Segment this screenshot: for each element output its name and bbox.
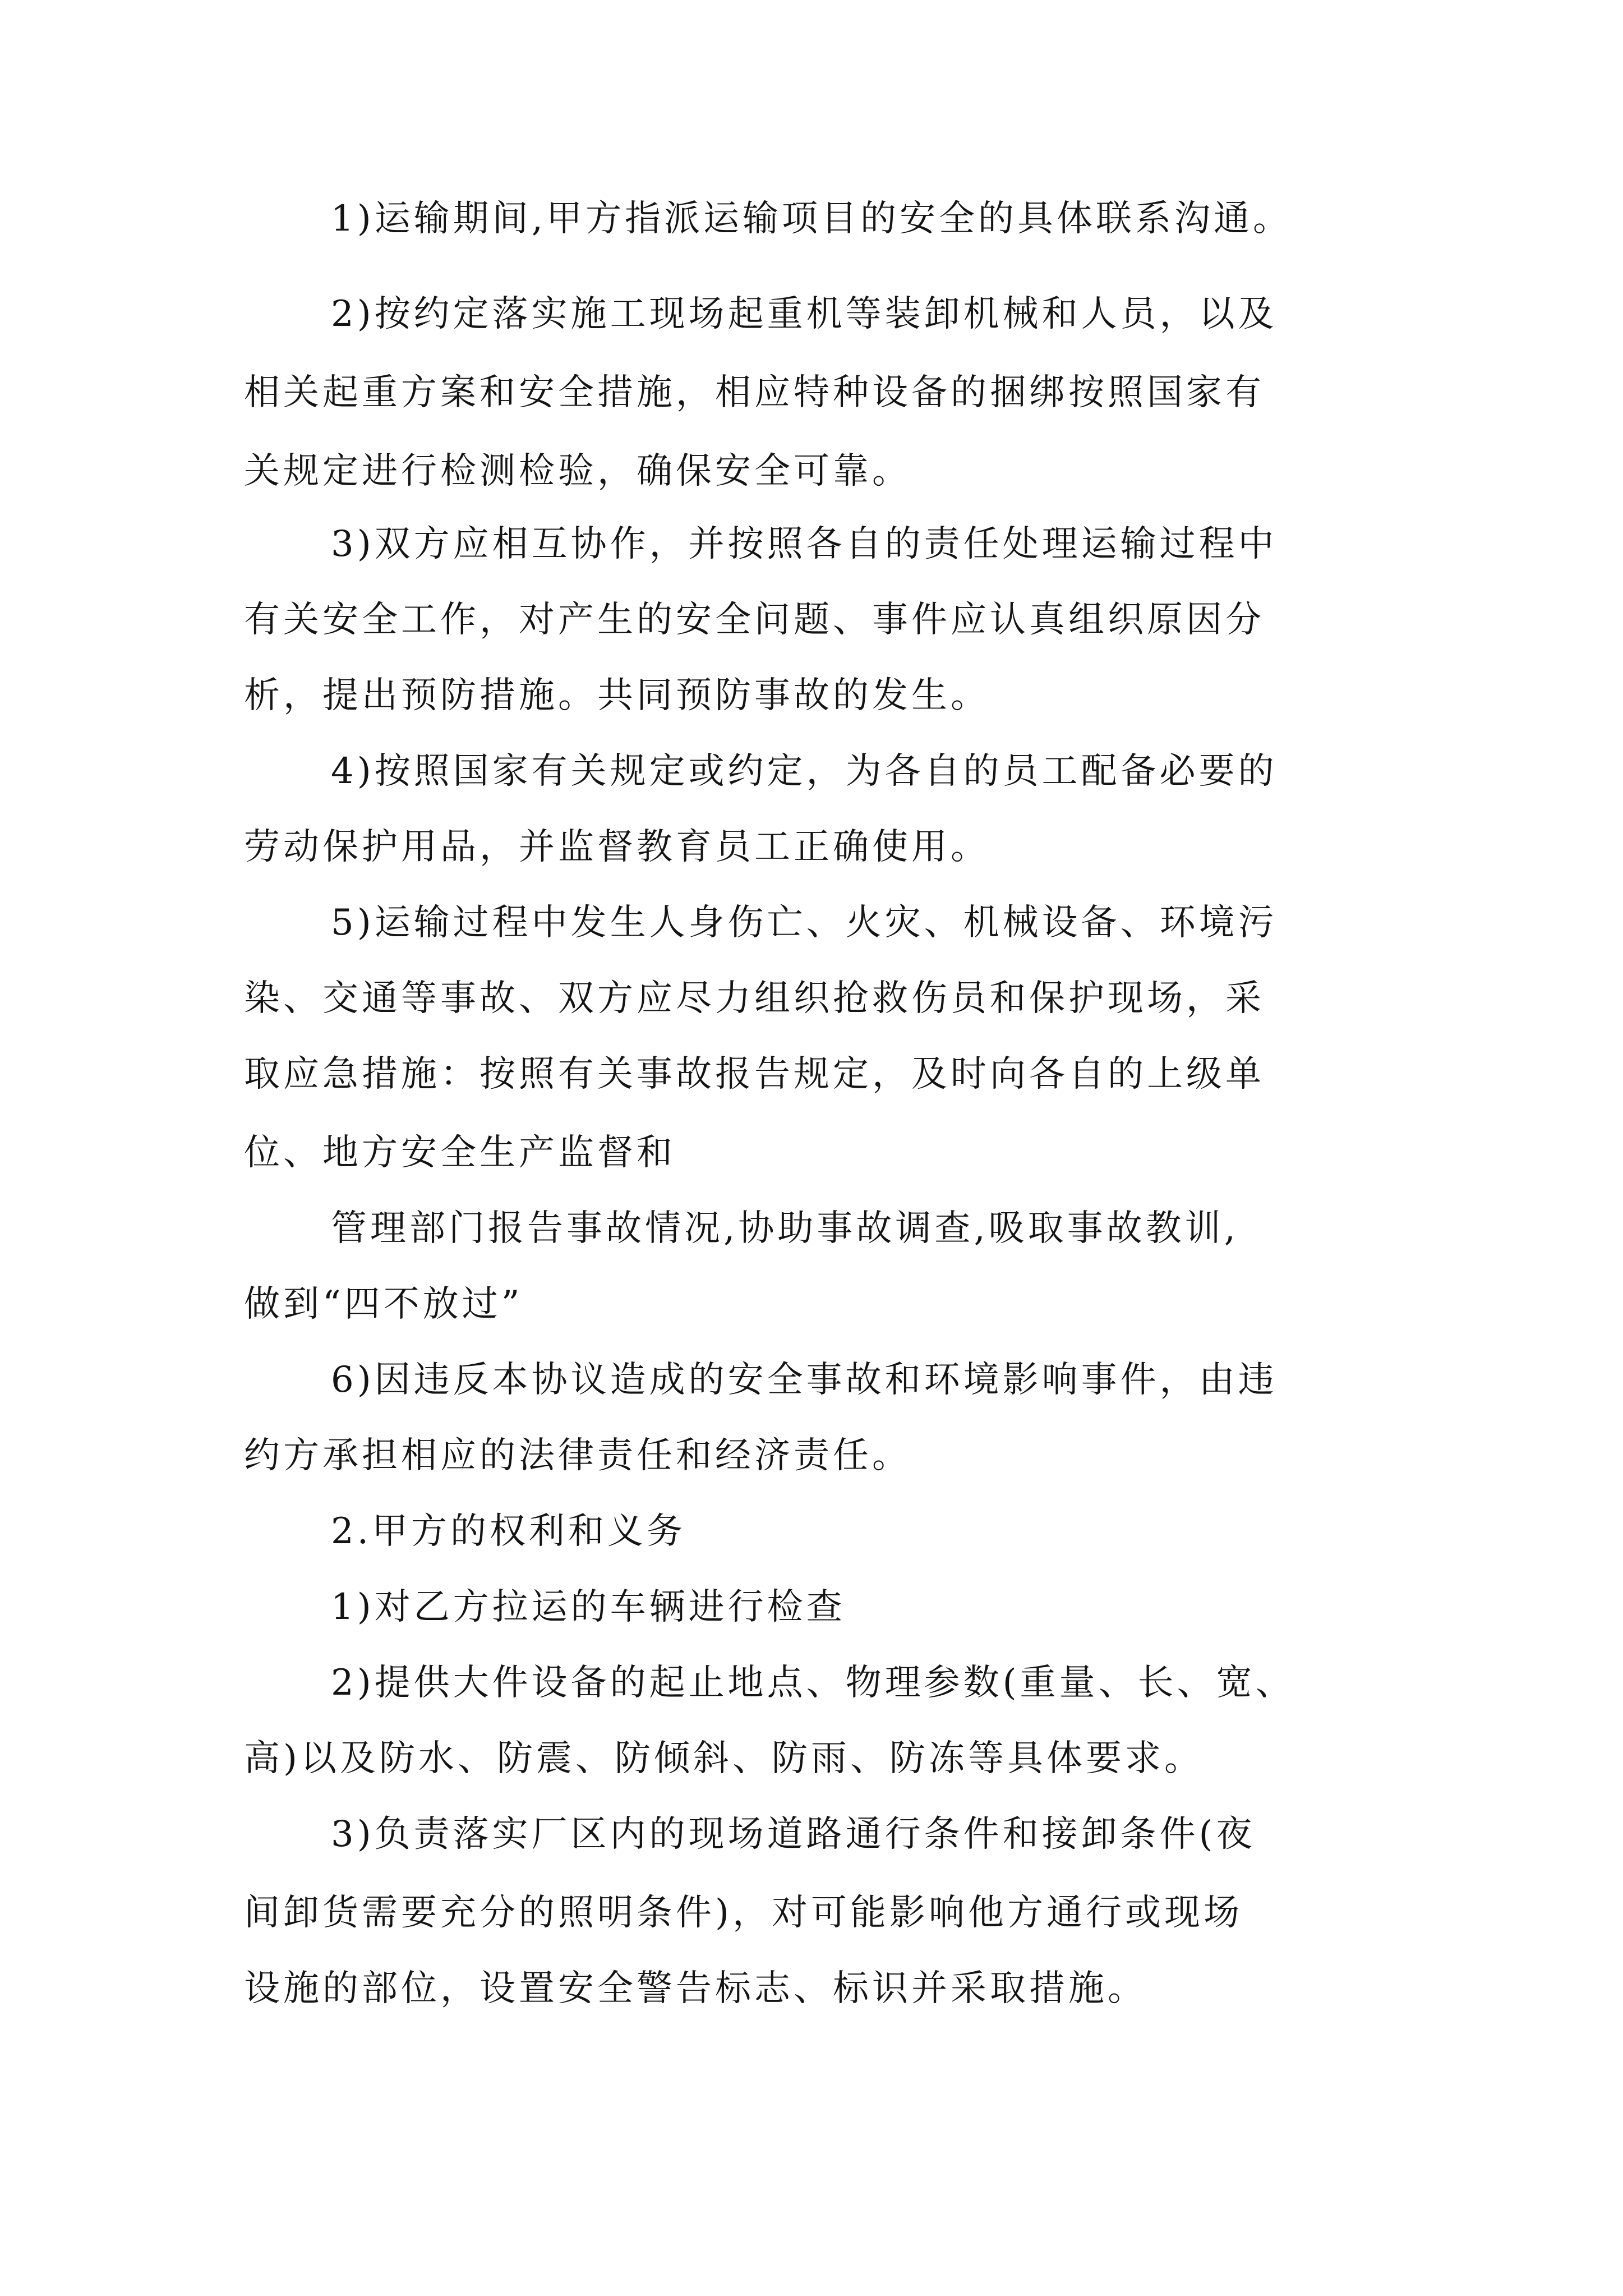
text-line: 5)运输过程中发生人身伤亡、火灾、机械设备、环境污 bbox=[331, 902, 1278, 944]
text-line: 约方承担相应的法律责任和经济责任。 bbox=[244, 1435, 911, 1476]
text-line: 6)因违反本协议造成的安全事故和环境影响事件，由违 bbox=[331, 1359, 1278, 1401]
text-line: 关规定进行检测检验，确保安全可靠。 bbox=[244, 450, 911, 492]
text-line: 析，提出预防措施。共同预防事故的发生。 bbox=[244, 675, 990, 716]
text-line: 有关安全工作，对产生的安全问题、事件应认真组织原因分 bbox=[244, 599, 1265, 641]
text-line: 染、交通等事故、双方应尽力组织抢救伤员和保护现场，采 bbox=[244, 978, 1265, 1019]
text-line: 2)提供大件设备的起止地点、物理参数(重量、长、宽、 bbox=[331, 1662, 1295, 1704]
text-line: 位、地方安全生产监督和 bbox=[244, 1132, 676, 1174]
text-line: 4)按照国家有关规定或约定，为各自的员工配备必要的 bbox=[331, 751, 1278, 792]
text-line: 管理部门报告事故情况,协助事故调查,吸取事故教训, bbox=[331, 1208, 1239, 1249]
text-line: 3)双方应相互协作，并按照各自的责任处理运输过程中 bbox=[331, 523, 1278, 565]
text-line: 高)以及防水、防震、防倾斜、防雨、防冻等具体要求。 bbox=[244, 1738, 1204, 1779]
text-line: 2)按约定落实施工现场起重机等装卸机械和人员，以及 bbox=[331, 293, 1278, 335]
text-line: 相关起重方案和安全措施，相应特种设备的捆绑按照国家有 bbox=[244, 372, 1265, 413]
text-line: 间卸货需要充分的照明条件)，对可能影响他方通行或现场 bbox=[244, 1892, 1243, 1934]
text-line: 1)运输期间,甲方指派运输项目的安全的具体联系沟通。 bbox=[331, 198, 1293, 240]
text-line: 做到“四不放过” bbox=[244, 1283, 523, 1325]
text-line: 3)负责落实厂区内的现场道路通行条件和接卸条件(夜 bbox=[331, 1814, 1256, 1855]
text-line: 设施的部位，设置安全警告标志、标识并采取措施。 bbox=[244, 1968, 1147, 2009]
text-line: 劳动保护用品，并监督教育员工正确使用。 bbox=[244, 826, 990, 868]
text-line: 1)对乙方拉运的车辆进行检查 bbox=[331, 1586, 846, 1628]
text-line: 取应急措施：按照有关事故报告规定，及时向各自的上级单 bbox=[244, 1053, 1265, 1095]
section-heading: 2.甲方的权利和义务 bbox=[331, 1511, 686, 1552]
